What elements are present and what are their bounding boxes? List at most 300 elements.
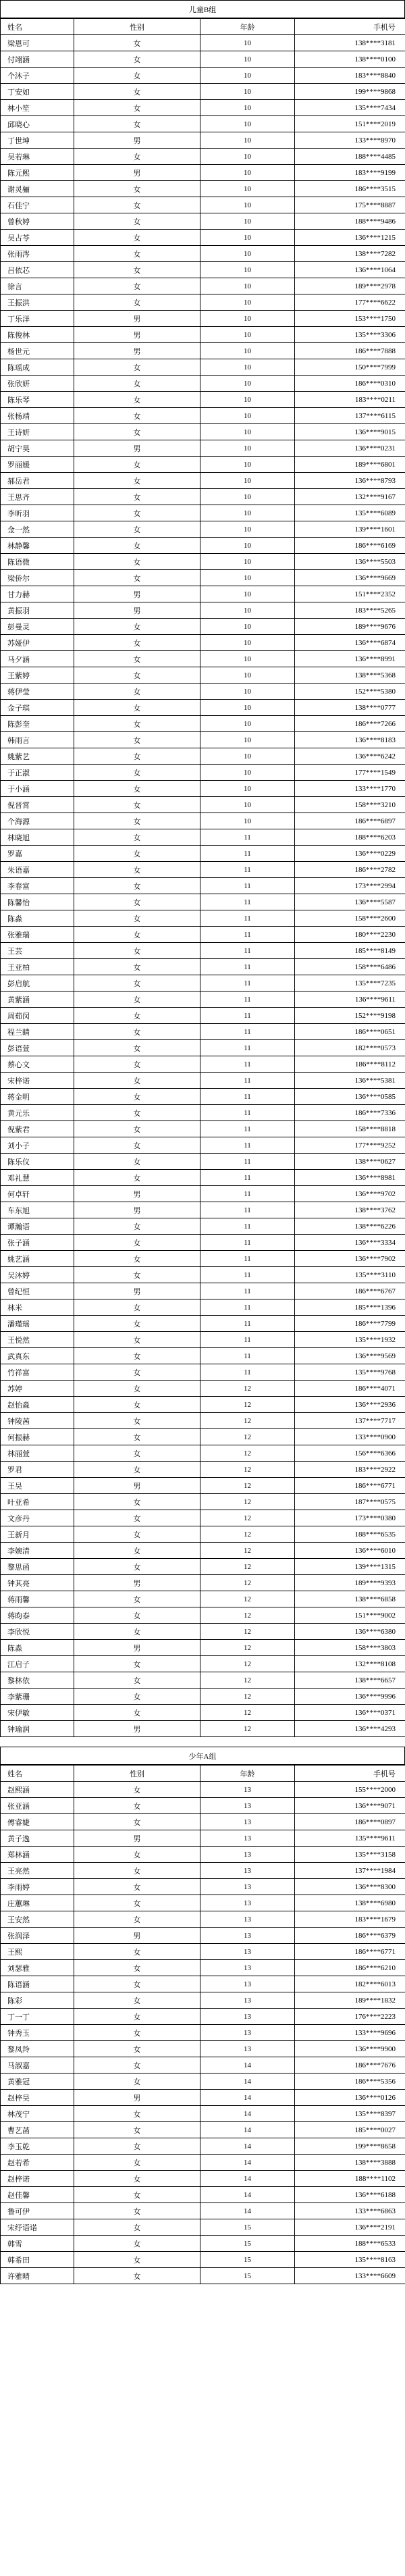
cell-age: 10 (200, 149, 295, 165)
cell-phone: 138****6226 (295, 1218, 405, 1235)
cell-age: 11 (200, 1170, 295, 1186)
cell-gender: 女 (74, 359, 200, 376)
cell-gender: 女 (74, 213, 200, 230)
cell-gender: 女 (74, 2057, 200, 2073)
cell-gender: 女 (74, 1624, 200, 1640)
cell-gender: 女 (74, 1847, 200, 1863)
cell-age: 12 (200, 1640, 295, 1656)
table-row (1, 1105, 405, 1121)
cell-name: 陈瑶成 (1, 359, 74, 376)
cell-name: 钟瑜润 (1, 1721, 74, 1737)
cell-phone: 189****9393 (295, 1575, 405, 1591)
cell-phone: 138****3888 (295, 2155, 405, 2171)
section-gap (0, 1737, 405, 1747)
cell-name: 林茂宁 (1, 2106, 74, 2122)
cell-phone: 177****9252 (295, 1137, 405, 1154)
cell-age: 10 (200, 246, 295, 262)
cell-age: 13 (200, 1944, 295, 1960)
table-row (1, 2236, 405, 2252)
cell-age: 11 (200, 862, 295, 878)
cell-phone: 189****9676 (295, 619, 405, 635)
cell-phone: 187****0575 (295, 1494, 405, 1510)
cell-phone: 139****1315 (295, 1559, 405, 1575)
cell-phone: 156****6366 (295, 1445, 405, 1462)
cell-phone: 152****9198 (295, 1008, 405, 1024)
table-row (1, 294, 405, 311)
table-row (1, 1814, 405, 1830)
cell-age: 10 (200, 197, 295, 213)
cell-gender: 女 (74, 846, 200, 862)
cell-gender: 女 (74, 84, 200, 100)
table-row (1, 586, 405, 602)
cell-phone: 136****6242 (295, 748, 405, 765)
cell-age: 12 (200, 1559, 295, 1575)
table-row (1, 910, 405, 927)
cell-age: 10 (200, 457, 295, 473)
cell-age: 11 (200, 927, 295, 943)
cell-age: 14 (200, 2171, 295, 2187)
cell-phone: 137****6115 (295, 408, 405, 424)
cell-name: 宋伊敏 (1, 1705, 74, 1721)
cell-gender: 女 (74, 765, 200, 781)
table-row (1, 149, 405, 165)
table-row (1, 1137, 405, 1154)
cell-gender: 女 (74, 2025, 200, 2041)
cell-name: 付翊涵 (1, 51, 74, 68)
cell-name: 蒋伊莹 (1, 684, 74, 700)
cell-name: 刘瑟雅 (1, 1960, 74, 1976)
cell-gender: 女 (74, 1526, 200, 1543)
cell-gender: 女 (74, 2236, 200, 2252)
cell-phone: 177****6622 (295, 294, 405, 311)
cell-phone: 186****8112 (295, 1056, 405, 1073)
cell-gender: 女 (74, 51, 200, 68)
cell-age: 10 (200, 278, 295, 294)
cell-name: 何振赫 (1, 1429, 74, 1445)
cell-gender: 女 (74, 2122, 200, 2138)
cell-age: 10 (200, 651, 295, 667)
table-row (1, 262, 405, 278)
table-row (1, 651, 405, 667)
cell-age: 15 (200, 2236, 295, 2252)
cell-name: 黄雅冠 (1, 2073, 74, 2090)
cell-gender: 女 (74, 894, 200, 910)
table-row (1, 1299, 405, 1316)
cell-age: 10 (200, 635, 295, 651)
cell-age: 13 (200, 1814, 295, 1830)
cell-gender: 女 (74, 1170, 200, 1186)
table-row (1, 538, 405, 554)
cell-phone: 138****0100 (295, 51, 405, 68)
table-row (1, 1056, 405, 1073)
cell-gender: 女 (74, 246, 200, 262)
table-row (1, 2009, 405, 2025)
cell-age: 10 (200, 35, 295, 51)
cell-phone: 136****0229 (295, 846, 405, 862)
cell-phone: 189****2978 (295, 278, 405, 294)
table-row (1, 765, 405, 781)
cell-age: 11 (200, 959, 295, 975)
cell-age: 15 (200, 2219, 295, 2236)
cell-gender: 女 (74, 716, 200, 732)
cell-phone: 135****7434 (295, 100, 405, 116)
table-row (1, 2268, 405, 2284)
cell-age: 13 (200, 1830, 295, 1847)
cell-name: 陈淼 (1, 1640, 74, 1656)
cell-age: 11 (200, 1251, 295, 1267)
cell-gender: 女 (74, 2073, 200, 2090)
cell-gender: 女 (74, 521, 200, 538)
table-row (1, 1640, 405, 1656)
cell-phone: 188****6535 (295, 1526, 405, 1543)
cell-gender: 女 (74, 1782, 200, 1798)
cell-phone: 136****1215 (295, 230, 405, 246)
cell-age: 13 (200, 1782, 295, 1798)
cell-age: 10 (200, 667, 295, 684)
cell-gender: 女 (74, 2252, 200, 2268)
table-row (1, 2025, 405, 2041)
cell-name: 王诗妍 (1, 424, 74, 440)
cell-name: 梁侨尔 (1, 570, 74, 586)
cell-phone: 186****6379 (295, 1928, 405, 1944)
cell-age: 12 (200, 1656, 295, 1672)
cell-gender: 男 (74, 132, 200, 149)
cell-phone: 186****0310 (295, 376, 405, 392)
cell-phone: 136****0126 (295, 2090, 405, 2106)
cell-gender: 女 (74, 1381, 200, 1397)
cell-name: 宋纾语诺 (1, 2219, 74, 2236)
cell-age: 14 (200, 2106, 295, 2122)
cell-phone: 132****9167 (295, 489, 405, 505)
cell-name: 徐言 (1, 278, 74, 294)
cell-name: 韩雪 (1, 2236, 74, 2252)
table-row (1, 1445, 405, 1462)
cell-gender: 女 (74, 862, 200, 878)
cell-name: 于正淑 (1, 765, 74, 781)
table-row (1, 1575, 405, 1591)
cell-age: 12 (200, 1705, 295, 1721)
table-row (1, 1863, 405, 1879)
table-row (1, 392, 405, 408)
cell-gender: 女 (74, 1559, 200, 1575)
cell-age: 11 (200, 1299, 295, 1316)
cell-name: 张欣妍 (1, 376, 74, 392)
cell-name: 王振洪 (1, 294, 74, 311)
cell-gender: 女 (74, 1235, 200, 1251)
cell-age: 14 (200, 2122, 295, 2138)
cell-name: 丁一丁 (1, 2009, 74, 2025)
cell-name: 马淑嘉 (1, 2057, 74, 2073)
table-row (1, 1397, 405, 1413)
header-gender: 性别 (74, 19, 200, 35)
cell-phone: 137****1984 (295, 1863, 405, 1879)
table-row (1, 1879, 405, 1895)
table-row (1, 570, 405, 586)
cell-phone: 136****9611 (295, 991, 405, 1008)
cell-phone: 138****7282 (295, 246, 405, 262)
cell-age: 10 (200, 165, 295, 181)
cell-age: 11 (200, 1056, 295, 1073)
cell-name: 黎林依 (1, 1672, 74, 1689)
cell-name: 邱晓心 (1, 116, 74, 132)
cell-age: 10 (200, 489, 295, 505)
cell-gender: 女 (74, 554, 200, 570)
cell-gender: 女 (74, 1607, 200, 1624)
table-row (1, 1008, 405, 1024)
cell-phone: 136****8300 (295, 1879, 405, 1895)
cell-gender: 女 (74, 1976, 200, 1992)
table-row (1, 376, 405, 392)
cell-name: 竹祥富 (1, 1364, 74, 1381)
table-row (1, 1976, 405, 1992)
cell-phone: 199****8658 (295, 2138, 405, 2155)
table-row (1, 473, 405, 489)
cell-phone: 136****0585 (295, 1089, 405, 1105)
cell-name: 吴占苓 (1, 230, 74, 246)
cell-name: 黎思函 (1, 1559, 74, 1575)
cell-name: 马夕涵 (1, 651, 74, 667)
cell-gender: 女 (74, 2155, 200, 2171)
cell-name: 杨世元 (1, 343, 74, 359)
table-row (1, 213, 405, 230)
cell-phone: 136****3334 (295, 1235, 405, 1251)
cell-gender: 女 (74, 570, 200, 586)
cell-phone: 135****6089 (295, 505, 405, 521)
cell-gender: 女 (74, 262, 200, 278)
cell-age: 11 (200, 1202, 295, 1218)
cell-name: 赵熙涵 (1, 1782, 74, 1798)
cell-phone: 138****3181 (295, 35, 405, 51)
cell-phone: 136****9996 (295, 1689, 405, 1705)
cell-name: 个海源 (1, 813, 74, 829)
cell-name: 谢灵骊 (1, 181, 74, 197)
cell-age: 10 (200, 311, 295, 327)
cell-gender: 女 (74, 910, 200, 927)
table-row (1, 1689, 405, 1705)
cell-age: 10 (200, 424, 295, 440)
cell-phone: 183****2922 (295, 1462, 405, 1478)
cell-name: 金子琪 (1, 700, 74, 716)
cell-name: 朱语嘉 (1, 862, 74, 878)
cell-name: 曾纪恒 (1, 1283, 74, 1299)
cell-name: 彭曼灵 (1, 619, 74, 635)
cell-age: 10 (200, 716, 295, 732)
cell-name: 叶亚希 (1, 1494, 74, 1510)
cell-name: 赵梓昊 (1, 2090, 74, 2106)
cell-gender: 女 (74, 1672, 200, 1689)
cell-age: 11 (200, 1316, 295, 1332)
cell-gender: 女 (74, 1944, 200, 1960)
cell-name: 陈乐仪 (1, 1154, 74, 1170)
cell-age: 10 (200, 294, 295, 311)
cell-phone: 150****7999 (295, 359, 405, 376)
cell-age: 10 (200, 84, 295, 100)
cell-name: 曹艺菡 (1, 2122, 74, 2138)
cell-age: 12 (200, 1462, 295, 1478)
cell-age: 10 (200, 408, 295, 424)
cell-age: 11 (200, 1332, 295, 1348)
group-title-youth-a: 少年A组 (0, 1747, 405, 1765)
cell-gender: 女 (74, 2219, 200, 2236)
table-row (1, 667, 405, 684)
cell-age: 13 (200, 1992, 295, 2009)
table-row (1, 2187, 405, 2203)
cell-phone: 133****6609 (295, 2268, 405, 2284)
table-row (1, 1040, 405, 1056)
cell-phone: 186****7888 (295, 343, 405, 359)
cell-gender: 女 (74, 1056, 200, 1073)
cell-phone: 158****3803 (295, 1640, 405, 1656)
cell-phone: 186****4071 (295, 1381, 405, 1397)
cell-phone: 186****6169 (295, 538, 405, 554)
cell-phone: 158****6486 (295, 959, 405, 975)
cell-name: 吴沐婷 (1, 1267, 74, 1283)
cell-phone: 135****8397 (295, 2106, 405, 2122)
table-row (1, 1267, 405, 1283)
cell-name: 金一然 (1, 521, 74, 538)
cell-phone: 135****9768 (295, 1364, 405, 1381)
table-row (1, 1928, 405, 1944)
cell-age: 10 (200, 100, 295, 116)
cell-name: 谭瀚语 (1, 1218, 74, 1235)
cell-phone: 136****5587 (295, 894, 405, 910)
cell-age: 11 (200, 1137, 295, 1154)
cell-gender: 女 (74, 1510, 200, 1526)
cell-name: 庄蕙琳 (1, 1895, 74, 1911)
cell-gender: 女 (74, 35, 200, 51)
cell-age: 10 (200, 392, 295, 408)
cell-name: 钟其亮 (1, 1575, 74, 1591)
header-age: 年龄 (200, 19, 295, 35)
cell-phone: 138****5368 (295, 667, 405, 684)
cell-age: 12 (200, 1591, 295, 1607)
cell-phone: 186****6771 (295, 1944, 405, 1960)
cell-gender: 女 (74, 424, 200, 440)
cell-name: 张雨涔 (1, 246, 74, 262)
cell-phone: 186****6767 (295, 1283, 405, 1299)
cell-gender: 男 (74, 1202, 200, 1218)
cell-gender: 女 (74, 1814, 200, 1830)
cell-gender: 女 (74, 2187, 200, 2203)
cell-age: 12 (200, 1381, 295, 1397)
cell-name: 罗君 (1, 1462, 74, 1478)
cell-name: 黄紫涵 (1, 991, 74, 1008)
table-row (1, 1283, 405, 1299)
cell-phone: 138****0627 (295, 1154, 405, 1170)
cell-age: 15 (200, 2252, 295, 2268)
cell-gender: 女 (74, 700, 200, 716)
cell-gender: 男 (74, 1283, 200, 1299)
cell-phone: 158****2600 (295, 910, 405, 927)
table-row (1, 1782, 405, 1798)
cell-age: 13 (200, 1928, 295, 1944)
cell-phone: 136****2936 (295, 1397, 405, 1413)
cell-age: 11 (200, 1348, 295, 1364)
cell-phone: 151****9002 (295, 1607, 405, 1624)
cell-phone: 151****2352 (295, 586, 405, 602)
cell-gender: 女 (74, 1992, 200, 2009)
cell-name: 陈彭奎 (1, 716, 74, 732)
cell-name: 陈元熙 (1, 165, 74, 181)
cell-name: 吴若琳 (1, 149, 74, 165)
cell-age: 14 (200, 2073, 295, 2090)
cell-age: 11 (200, 1186, 295, 1202)
cell-name: 林小笙 (1, 100, 74, 116)
table-row (1, 554, 405, 570)
cell-name: 于小涵 (1, 781, 74, 797)
cell-gender: 女 (74, 927, 200, 943)
cell-gender: 女 (74, 473, 200, 489)
table-row (1, 1526, 405, 1543)
cell-name: 王紫婷 (1, 667, 74, 684)
cell-gender: 女 (74, 1911, 200, 1928)
cell-name: 李昕羽 (1, 505, 74, 521)
cell-gender: 女 (74, 181, 200, 197)
cell-phone: 135****3110 (295, 1267, 405, 1283)
cell-gender: 女 (74, 1960, 200, 1976)
cell-name: 苏娅伊 (1, 635, 74, 651)
cell-phone: 177****1549 (295, 765, 405, 781)
cell-age: 10 (200, 813, 295, 829)
header-name: 姓名 (1, 1766, 74, 1782)
cell-gender: 女 (74, 667, 200, 684)
cell-gender: 男 (74, 327, 200, 343)
cell-gender: 女 (74, 408, 200, 424)
cell-name: 罗嘉 (1, 846, 74, 862)
table-row (1, 846, 405, 862)
table-row (1, 84, 405, 100)
table-row (1, 1830, 405, 1847)
cell-phone: 136****0231 (295, 440, 405, 457)
cell-phone: 136****6380 (295, 1624, 405, 1640)
roster-table-children-b (0, 18, 405, 1737)
cell-name: 陈淼 (1, 910, 74, 927)
cell-name: 丁乐洋 (1, 311, 74, 327)
cell-age: 10 (200, 132, 295, 149)
cell-gender: 女 (74, 1332, 200, 1348)
cell-phone: 136****0371 (295, 1705, 405, 1721)
table-row (1, 1895, 405, 1911)
cell-age: 10 (200, 586, 295, 602)
table-row (1, 2090, 405, 2106)
table-row (1, 440, 405, 457)
cell-gender: 女 (74, 748, 200, 765)
cell-name: 林米 (1, 1299, 74, 1316)
cell-gender: 男 (74, 1721, 200, 1737)
cell-age: 10 (200, 230, 295, 246)
cell-name: 赵若希 (1, 2155, 74, 2171)
table-row (1, 1429, 405, 1445)
cell-name: 傅睿婕 (1, 1814, 74, 1830)
cell-age: 10 (200, 376, 295, 392)
cell-phone: 186****3515 (295, 181, 405, 197)
table-row (1, 1186, 405, 1202)
table-row (1, 716, 405, 732)
cell-phone: 132****8108 (295, 1656, 405, 1672)
cell-gender: 女 (74, 1429, 200, 1445)
cell-gender: 女 (74, 1413, 200, 1429)
cell-name: 陈彩 (1, 1992, 74, 2009)
cell-gender: 男 (74, 602, 200, 619)
cell-age: 12 (200, 1624, 295, 1640)
cell-age: 10 (200, 343, 295, 359)
cell-name: 李欣悦 (1, 1624, 74, 1640)
cell-phone: 186****0897 (295, 1814, 405, 1830)
cell-age: 11 (200, 1040, 295, 1056)
table-row (1, 1413, 405, 1429)
cell-age: 10 (200, 473, 295, 489)
cell-gender: 女 (74, 991, 200, 1008)
